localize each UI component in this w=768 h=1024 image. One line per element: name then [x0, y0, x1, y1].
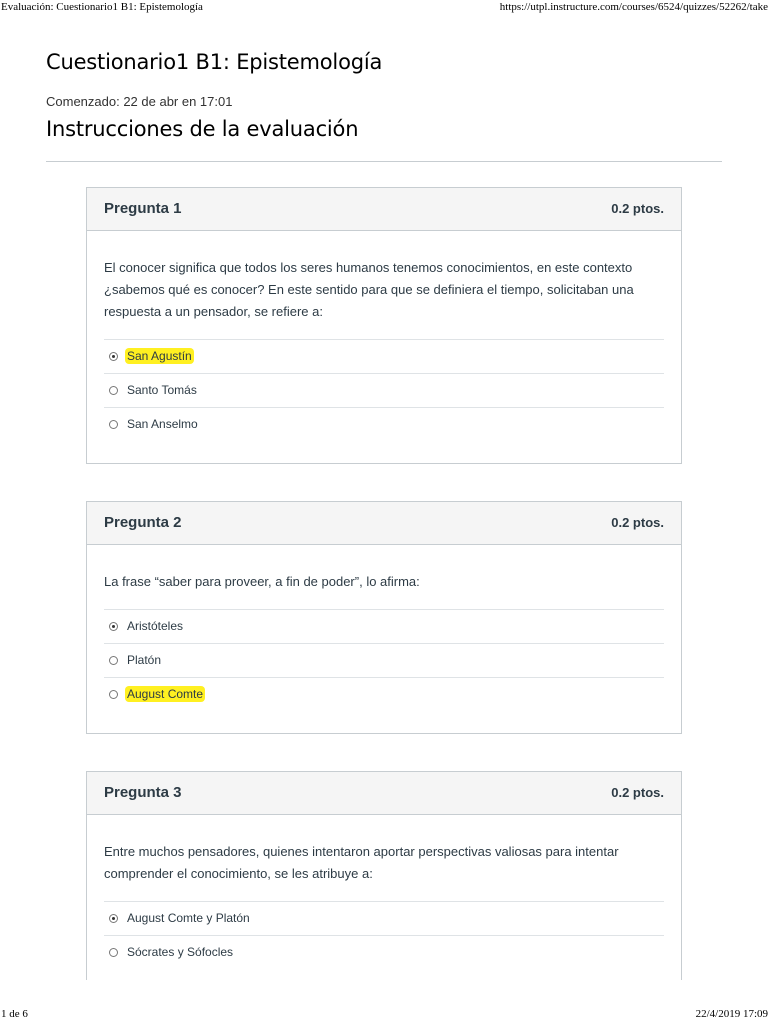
- question-header: [87, 502, 681, 545]
- radio-button[interactable]: [109, 948, 118, 957]
- question-points: 0.2 ptos.: [611, 515, 664, 530]
- question-name: Pregunta 2: [104, 514, 182, 531]
- radio-button[interactable]: [109, 656, 118, 665]
- answer-option[interactable]: [104, 407, 664, 441]
- answer-label[interactable]: Sócrates y Sófocles: [127, 945, 234, 959]
- instructions-heading: Instrucciones de la evaluación: [46, 117, 359, 141]
- question-1: [86, 187, 682, 464]
- radio-button[interactable]: [109, 690, 118, 699]
- answer-option[interactable]: [104, 643, 664, 677]
- quiz-started-time: Comenzado: 22 de abr en 17:01: [46, 94, 233, 109]
- question-text: La frase “saber para proveer, a fin de poder”, lo afirma:: [104, 574, 420, 589]
- answer-option[interactable]: [104, 339, 664, 373]
- question-name: Pregunta 1: [104, 200, 182, 217]
- question-header: [87, 772, 681, 815]
- answer-label[interactable]: Platón: [127, 653, 162, 667]
- question-points: 0.2 ptos.: [611, 201, 664, 216]
- answer-label[interactable]: San Anselmo: [127, 417, 198, 431]
- answer-option[interactable]: [104, 935, 664, 969]
- radio-button-selected[interactable]: [109, 352, 118, 361]
- answer-option[interactable]: [104, 901, 664, 935]
- radio-button-selected[interactable]: [109, 622, 118, 631]
- print-header-url: https://utpl.instructure.com/courses/6524/quizzes/52262/take: [499, 1, 768, 13]
- question-points: 0.2 ptos.: [611, 785, 664, 800]
- print-timestamp: 22/4/2019 17:09: [695, 1008, 768, 1020]
- answer-label[interactable]: San Agustín: [127, 349, 192, 363]
- answer-option[interactable]: [104, 373, 664, 407]
- answer-option[interactable]: [104, 677, 664, 711]
- radio-button[interactable]: [109, 386, 118, 395]
- print-header-title: Evaluación: Cuestionario1 B1: Epistemología: [1, 1, 203, 13]
- answer-label[interactable]: August Comte: [127, 687, 204, 701]
- answer-label[interactable]: August Comte y Platón: [127, 911, 250, 925]
- radio-button[interactable]: [109, 420, 118, 429]
- radio-button-selected[interactable]: [109, 914, 118, 923]
- page-number: 1 de 6: [1, 1008, 28, 1020]
- question-2: [86, 501, 682, 734]
- answer-label[interactable]: Aristóteles: [127, 619, 184, 633]
- divider: [46, 161, 722, 162]
- print-footer: [0, 1006, 768, 1024]
- question-header: [87, 188, 681, 231]
- page-title: Cuestionario1 B1: Epistemología: [46, 50, 383, 74]
- question-name: Pregunta 3: [104, 784, 182, 801]
- question-text: Entre muchos pensadores, quienes intentaron aportar perspectivas valiosas para intentar comprender el conocimiento, se les atribuye a:: [104, 844, 619, 881]
- answer-option[interactable]: [104, 609, 664, 643]
- question-text: El conocer significa que todos los seres humanos tenemos conocimientos, en este contexto ¿sabemos qué es conocer? En este sentido para que se definiera el tiempo, solicitaban una respuesta a un pensador, se refiere a:: [104, 260, 634, 319]
- question-3: [86, 771, 682, 980]
- answer-list: [104, 901, 664, 969]
- answer-list: [104, 339, 664, 441]
- answer-label[interactable]: Santo Tomás: [127, 383, 197, 397]
- answer-list: [104, 609, 664, 711]
- print-header: [0, 0, 768, 18]
